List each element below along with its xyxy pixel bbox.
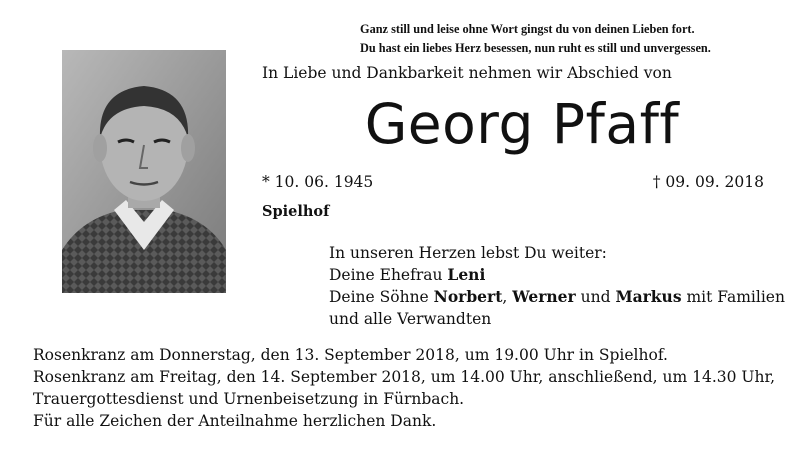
notes-line: Für alle Zeichen der Anteilnahme herzlichen Dank.	[33, 412, 437, 430]
death-date: † 09. 09. 2018	[652, 173, 764, 191]
family-text: Deine Ehefrau	[329, 266, 448, 284]
family-text: mit Familien	[681, 288, 785, 306]
son-name: Markus	[615, 287, 682, 306]
family-text: Deine Söhne	[329, 288, 434, 306]
family-line: und alle Verwandten	[329, 310, 492, 328]
portrait-photo	[62, 50, 226, 293]
family-text: und	[575, 288, 616, 306]
son-name: Werner	[512, 287, 576, 306]
family-line: In unseren Herzen lebst Du weiter:	[329, 244, 607, 262]
quote-line: Ganz still und leise ohne Wort gingst du von deinen Lieben fort.	[360, 22, 695, 36]
family-text: ,	[502, 288, 513, 306]
family-wife-line	[329, 264, 785, 286]
service-notes	[33, 344, 775, 432]
memorial-quote	[360, 20, 780, 58]
notes-line: Rosenkranz am Freitag, den 14. September 2018, um 14.00 Uhr, anschließend, um 14.30 Uhr,	[33, 368, 776, 386]
notes-line: Rosenkranz am Donnerstag, den 13. September 2018, um 19.00 Uhr in Spielhof.	[33, 346, 668, 364]
son-name: Norbert	[433, 287, 503, 306]
notes-line: Trauergottesdienst und Urnenbeisetzung in Fürnbach.	[33, 390, 465, 408]
family-sons-line	[329, 286, 785, 308]
birth-date: * 10. 06. 1945	[262, 173, 374, 191]
portrait-image	[62, 50, 226, 293]
intro-text: In Liebe und Dankbarkeit nehmen wir Abschied von	[262, 64, 672, 82]
deceased-name: Georg Pfaff	[364, 92, 680, 156]
wife-name: Leni	[447, 265, 486, 284]
residence-place: Spielhof	[262, 203, 330, 220]
family-block	[329, 242, 785, 330]
quote-line: Du hast ein liebes Herz besessen, nun ruht es still und unvergessen.	[360, 41, 711, 55]
